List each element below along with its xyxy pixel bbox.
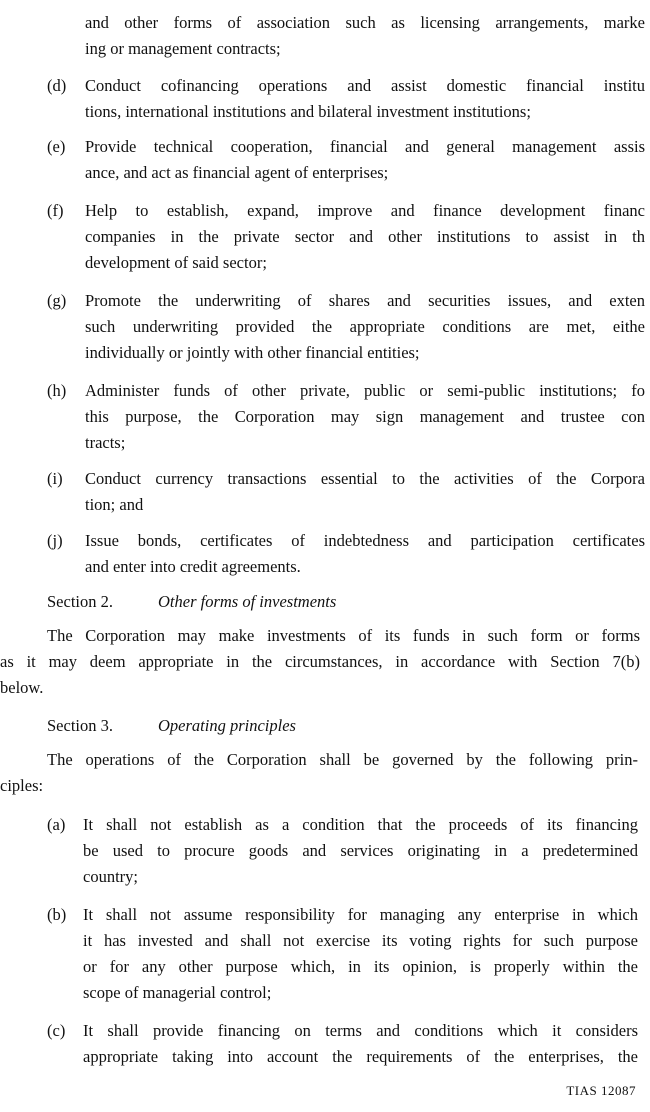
- list-item-label: (b): [47, 905, 67, 924]
- list-item-label: (e): [47, 137, 66, 156]
- text-line: tracts;: [85, 433, 126, 452]
- list-item-text: [83, 902, 638, 1006]
- list-item-text: [85, 288, 645, 366]
- list-item-text: [85, 528, 645, 580]
- section-number: Section 3.: [47, 716, 113, 735]
- text-line: and enter into credit agreements.: [85, 557, 301, 576]
- text-line: or for any other purpose which, in its opinion, is properly within the: [83, 957, 638, 976]
- text-line: individually or jointly with other financial entities;: [85, 343, 420, 362]
- text-line: be used to procure goods and services originating in a predetermined: [83, 841, 638, 860]
- text-line: The operations of the Corporation shall be governed by the following prin-: [47, 750, 638, 769]
- list-item-text: [85, 10, 645, 62]
- text-line: it has invested and shall not exercise its voting rights for such purpose: [83, 931, 638, 950]
- section-title: Operating principles: [158, 716, 296, 735]
- list-item-label: (d): [47, 76, 67, 95]
- text-line: appropriate taking into account the requirements of the enterprises, the: [83, 1047, 638, 1066]
- text-line: and other forms of association such as licensing arrangements, marke: [85, 13, 645, 32]
- text-line: this purpose, the Corporation may sign management and trustee con: [85, 407, 645, 426]
- text-line: country;: [83, 867, 138, 886]
- text-line: scope of managerial control;: [83, 983, 272, 1002]
- section-3-heading: [47, 716, 296, 736]
- text-line: It shall not assume responsibility for managing any enterprise in which: [83, 905, 638, 924]
- page-footer-reference: TIAS 12087: [566, 1083, 636, 1098]
- text-line: companies in the private sector and other institutions to assist in th: [85, 227, 645, 246]
- text-line: such underwriting provided the appropriate conditions are met, eithe: [85, 317, 645, 336]
- text-line: ing or management contracts;: [85, 39, 281, 58]
- text-line: Promote the underwriting of shares and securities issues, and exten: [85, 291, 645, 310]
- list-item-label: (c): [47, 1021, 66, 1040]
- list-item-label: (h): [47, 381, 67, 400]
- text-line: below.: [0, 678, 44, 697]
- list-item-text: [83, 812, 638, 890]
- list-item-text: [85, 73, 645, 125]
- text-line: Help to establish, expand, improve and finance development financ: [85, 201, 645, 220]
- text-line: tion; and: [85, 495, 144, 514]
- text-line: ciples:: [0, 776, 44, 795]
- text-line: ance, and act as financial agent of enterprises;: [85, 163, 389, 182]
- section-title: Other forms of investments: [158, 592, 337, 611]
- list-item-text: [83, 1018, 638, 1070]
- text-line: It shall not establish as a condition that the proceeds of its financing: [83, 815, 638, 834]
- text-line: It shall provide financing on terms and conditions which it considers: [83, 1021, 638, 1040]
- text-line: as it may deem appropriate in the circumstances, in accordance with Section 7(b): [0, 652, 640, 671]
- section-2-heading: [47, 592, 336, 612]
- list-item-label: (g): [47, 291, 67, 310]
- list-item-text: [85, 198, 645, 276]
- list-item-label: (a): [47, 815, 66, 834]
- section-number: Section 2.: [47, 592, 113, 611]
- list-item-text: [85, 378, 645, 456]
- list-item-label: (j): [47, 531, 63, 550]
- text-line: Administer funds of other private, public or semi-public institutions; fo: [85, 381, 645, 400]
- text-line: Issue bonds, certificates of indebtedness and participation certificates: [85, 531, 645, 550]
- list-item-text: [85, 134, 645, 186]
- text-line: Conduct cofinancing operations and assist domestic financial institu: [85, 76, 645, 95]
- text-line: tions, international institutions and bilateral investment institutions;: [85, 102, 531, 121]
- text-line: The Corporation may make investments of its funds in such form or forms: [47, 626, 640, 645]
- list-item-text: [85, 466, 645, 518]
- list-item-label: (i): [47, 469, 63, 488]
- list-item-label: (f): [47, 201, 64, 220]
- text-line: Provide technical cooperation, financial and general management assis: [85, 137, 645, 156]
- text-line: development of said sector;: [85, 253, 267, 272]
- text-line: Conduct currency transactions essential to the activities of the Corpora: [85, 469, 645, 488]
